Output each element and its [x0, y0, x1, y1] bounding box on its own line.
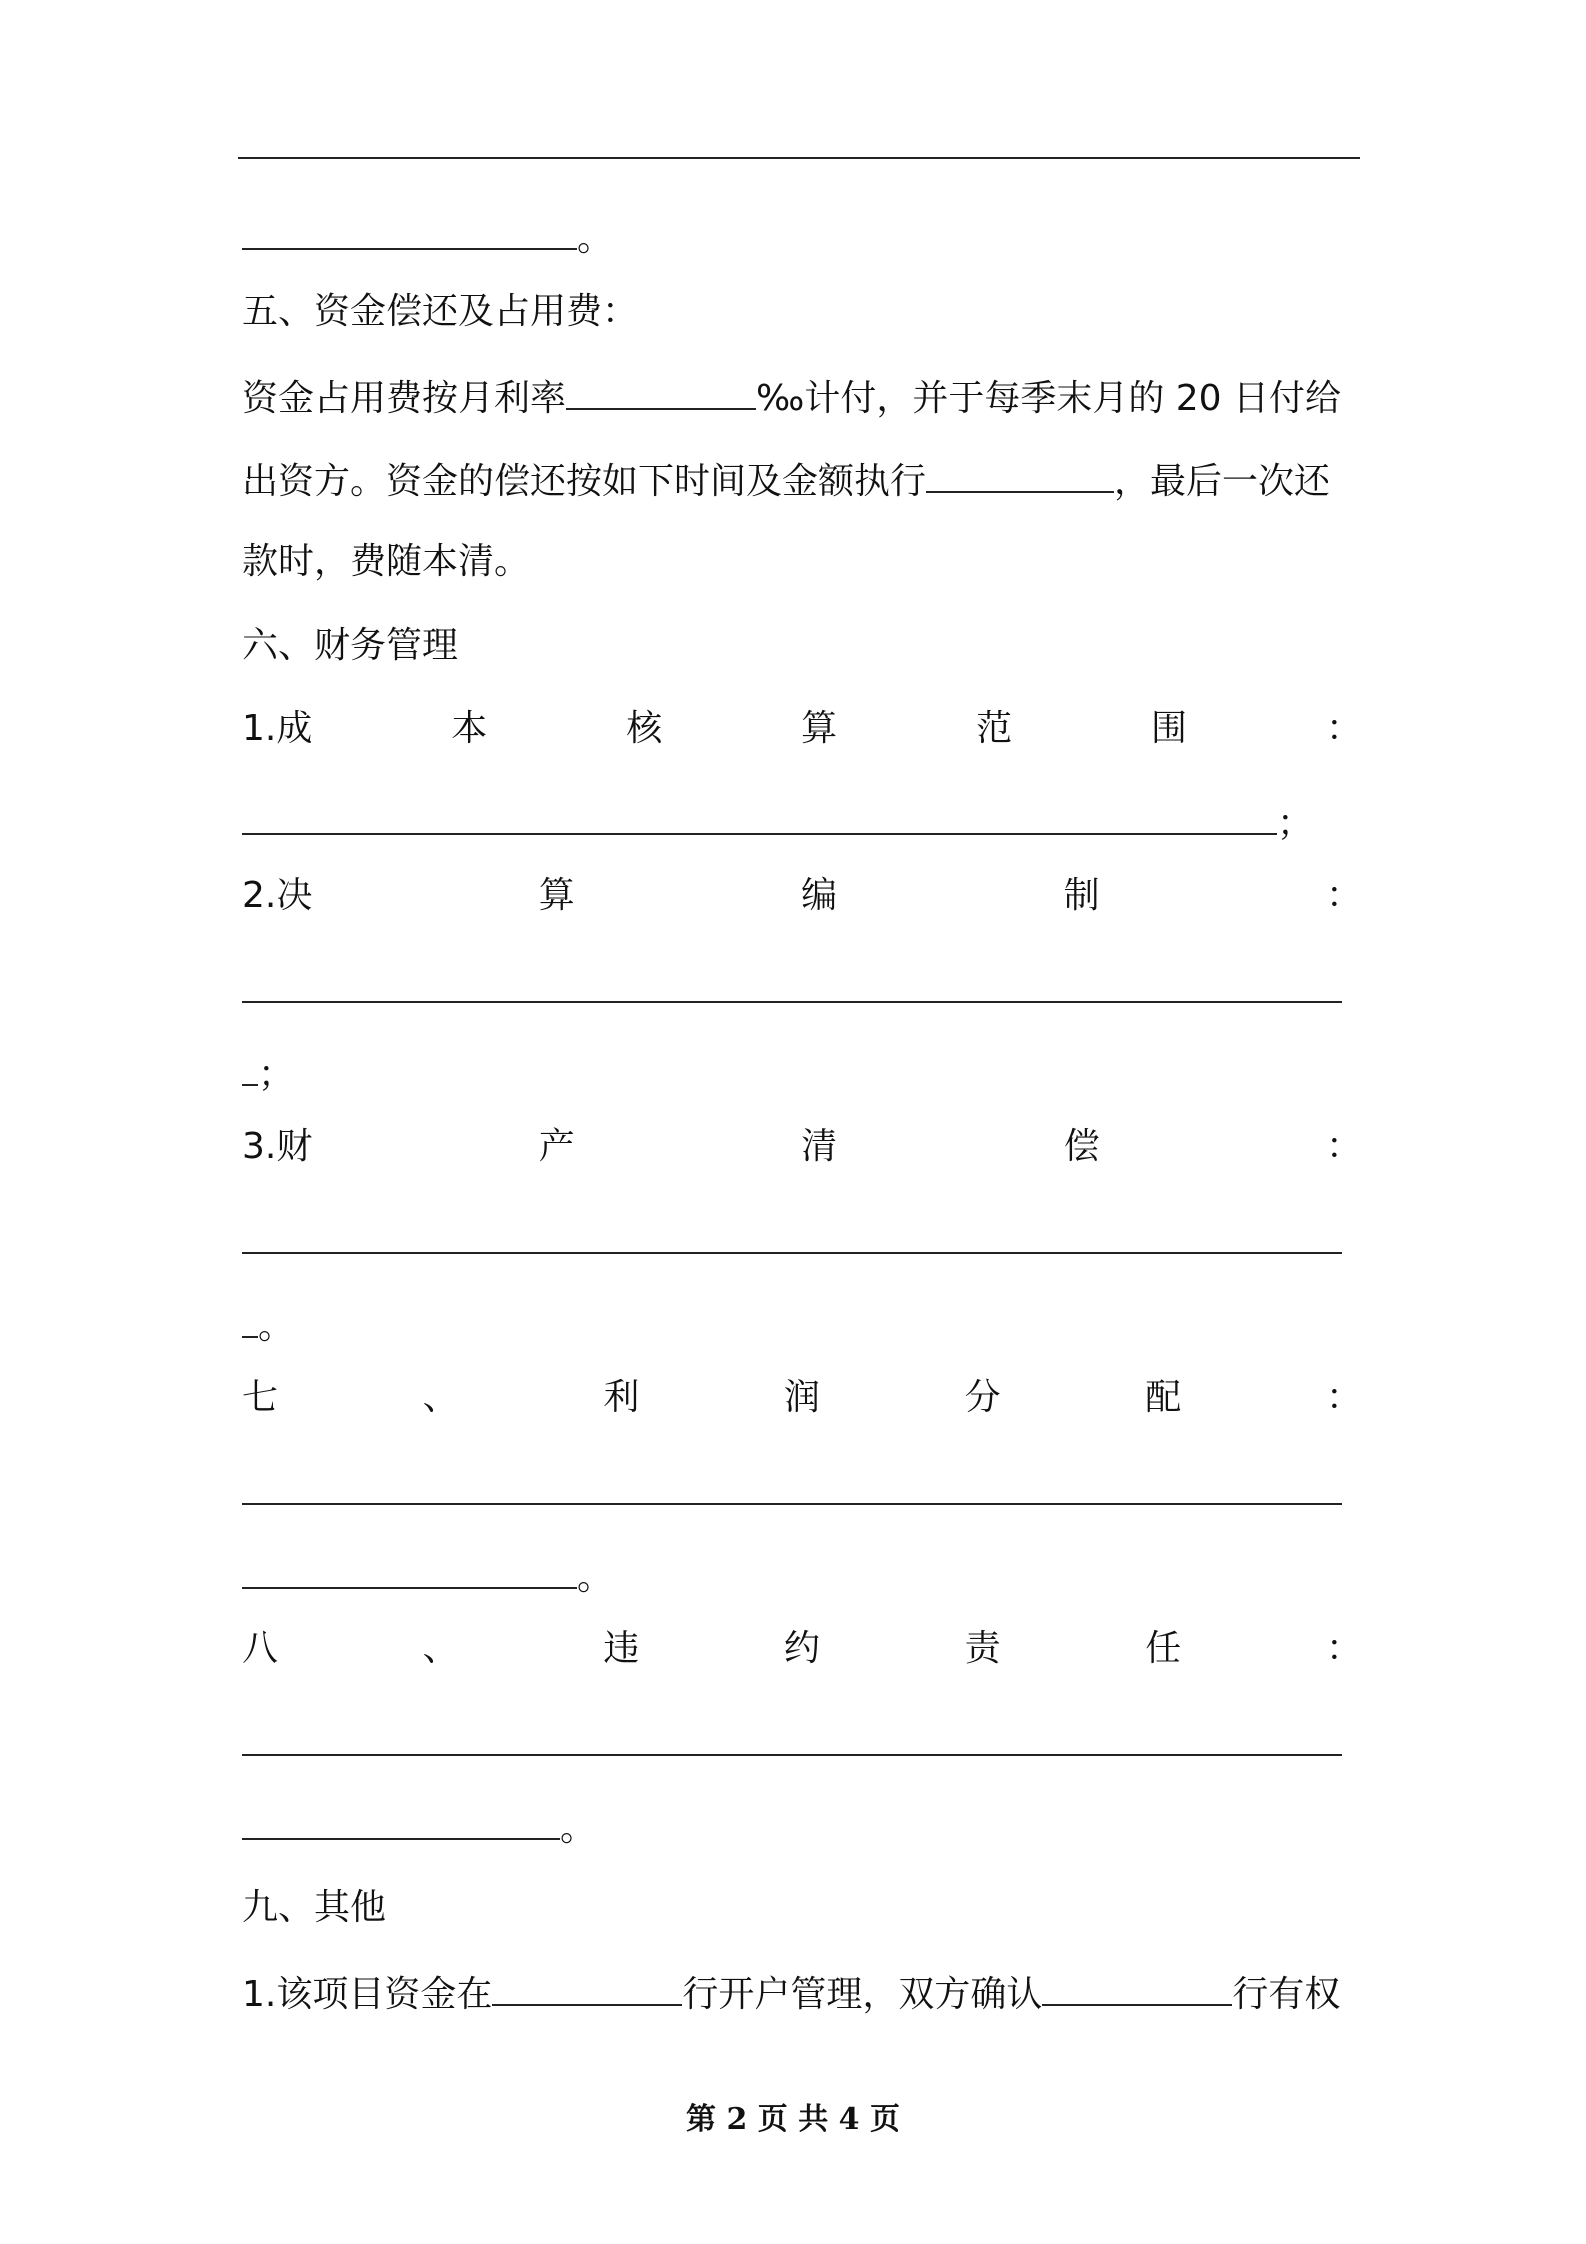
section-7-fill-line-2: 。: [242, 1551, 1362, 1602]
bank-name-blank[interactable]: [492, 1968, 682, 2006]
item-1-fill-line: ；: [242, 797, 1362, 848]
section-7-fill-line-1: [242, 1467, 1362, 1518]
monthly-rate-blank[interactable]: [566, 372, 756, 410]
item-2-label: 2.决 算 编 制 ：: [242, 875, 1362, 916]
page-footer: [0, 2094, 1586, 2138]
section-8-fill-line-2: 。: [242, 1802, 1362, 1853]
section-5-paragraph-line-2: 出资方。资金的偿还按如下时间及金额执行 ，最后一次还: [242, 455, 1362, 506]
item-2-fill-line-1: [242, 965, 1362, 1016]
profit-distribution-blank-continued[interactable]: [242, 1551, 577, 1589]
section-5-paragraph-line-3: 款时，费随本清。: [242, 541, 531, 582]
profit-distribution-blank[interactable]: [242, 1467, 1342, 1505]
property-liquidation-blank[interactable]: [242, 1216, 1342, 1254]
cost-accounting-scope-blank[interactable]: [242, 797, 1277, 835]
final-accounts-blank-continued[interactable]: [242, 1048, 258, 1086]
section-5-heading: 五、资金偿还及占用费：: [242, 291, 639, 332]
section-7-heading: 七 、 利 润 分 配 ：: [242, 1377, 1362, 1418]
item-3-fill-line-1: [242, 1216, 1362, 1267]
repayment-schedule-blank[interactable]: [926, 455, 1114, 493]
item-3-label: 3.财 产 清 偿 ：: [242, 1126, 1362, 1167]
fill-blank[interactable]: [242, 212, 577, 250]
final-accounts-blank[interactable]: [242, 965, 1342, 1003]
section-8-heading: 八 、 违 约 责 任 ：: [242, 1628, 1362, 1669]
item-3-fill-line-2: 。: [242, 1300, 1362, 1351]
breach-liability-blank[interactable]: [242, 1718, 1342, 1756]
property-liquidation-blank-continued[interactable]: [242, 1300, 258, 1338]
section-5-paragraph-line-1: 资金占用费按月利率 ‰计付，并于每季末月的 20 日付给: [242, 372, 1362, 423]
breach-liability-blank-continued[interactable]: [242, 1802, 560, 1840]
item-2-fill-line-2: ；: [242, 1048, 1362, 1099]
section-8-fill-line-1: [242, 1718, 1362, 1769]
section-9-paragraph-line-1: 1.该项目资金在 行开户管理，双方确认 行有权: [242, 1968, 1362, 2019]
page-number: 第 2 页 共 4 页: [686, 2102, 900, 2137]
item-1-label: 1.成 本 核 算 范 围 ：: [242, 708, 1362, 749]
section-6-heading: 六、财务管理: [242, 625, 459, 666]
section-9-heading: 九、其他: [242, 1887, 387, 1928]
authorized-bank-blank[interactable]: [1042, 1968, 1232, 2006]
carry-over-line: 。: [242, 212, 1362, 263]
header-rule: [238, 157, 1360, 159]
